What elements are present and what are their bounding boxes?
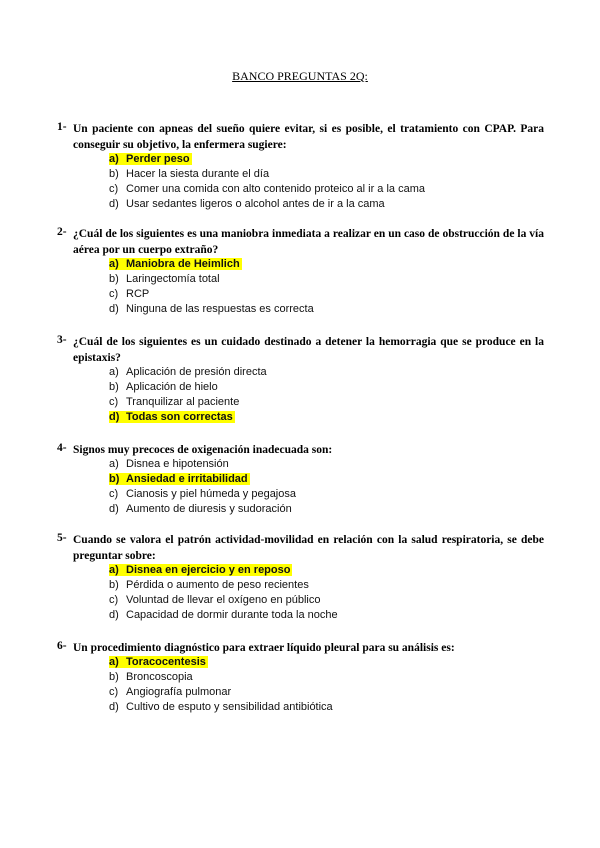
answer-option: [109, 502, 539, 517]
option-letter: c): [109, 288, 119, 300]
answer-option-correct: [109, 472, 539, 487]
option-text: Disnea en ejercicio y en reposo: [126, 564, 291, 576]
question-number: 4-: [57, 442, 67, 454]
option-letter: d): [109, 411, 120, 423]
option-letter: c): [109, 594, 119, 606]
option-body: [109, 579, 309, 591]
option-text: Pérdida o aumento de peso recientes: [126, 579, 309, 591]
answer-option: [109, 457, 539, 472]
answer-option-correct: [109, 655, 539, 670]
option-text: Maniobra de Heimlich: [126, 258, 240, 270]
answer-option: [109, 578, 539, 593]
answer-option-correct: [109, 410, 539, 425]
option-letter: d): [109, 701, 119, 713]
answer-option: [109, 380, 539, 395]
answer-option: [109, 365, 539, 380]
answer-option: [109, 608, 539, 623]
option-letter: c): [109, 686, 119, 698]
option-text: Broncoscopia: [126, 671, 193, 683]
option-body: [109, 366, 267, 378]
answer-option: [109, 670, 539, 685]
option-body: [109, 488, 296, 500]
option-body: [109, 168, 269, 180]
answer-options: [109, 257, 539, 317]
option-text: Aumento de diuresis y sudoración: [126, 503, 292, 515]
option-text: Aplicación de hielo: [126, 381, 218, 393]
option-letter: c): [109, 396, 119, 408]
option-text: Laringectomía total: [126, 273, 220, 285]
option-body: [109, 671, 193, 683]
option-body: [109, 609, 338, 621]
option-body: [109, 701, 333, 713]
highlight-mark: [109, 656, 208, 668]
answer-option: [109, 700, 539, 715]
highlight-mark: [109, 564, 292, 576]
option-letter: a): [109, 564, 119, 576]
option-letter: b): [109, 381, 119, 393]
answer-option: [109, 167, 539, 182]
option-text: Voluntad de llevar el oxígeno en público: [126, 594, 321, 606]
option-letter: b): [109, 168, 119, 180]
option-letter: c): [109, 183, 119, 195]
option-letter: d): [109, 609, 119, 621]
answer-option: [109, 287, 539, 302]
page-title: BANCO PREGUNTAS 2Q:: [232, 69, 368, 83]
option-text: Aplicación de presión directa: [126, 366, 267, 378]
question-number: 2-: [57, 226, 67, 238]
highlight-mark: [109, 258, 242, 270]
question-text: Signos muy precoces de oxigenación inadecuada son:: [73, 444, 333, 456]
question-number: 3-: [57, 334, 67, 346]
question-text: ¿Cuál de los siguientes es una maniobra inmediata a realizar en un caso de obstrucción de la vía aérea por un cuerpo extraño?: [73, 228, 544, 256]
option-body: [109, 686, 231, 698]
answer-option-correct: [109, 563, 539, 578]
option-text: Capacidad de dormir durante toda la noche: [126, 609, 338, 621]
highlight-mark: [109, 153, 192, 165]
highlight-mark: [109, 411, 235, 423]
option-text: Cultivo de esputo y sensibilidad antibiótica: [126, 701, 333, 713]
answer-option: [109, 197, 539, 212]
option-body: [109, 198, 385, 210]
answer-option-correct: [109, 152, 539, 167]
question-number: 5-: [57, 532, 67, 544]
option-text: Disnea e hipotensión: [126, 458, 229, 470]
answer-option-correct: [109, 257, 539, 272]
option-letter: a): [109, 258, 119, 270]
option-text: Comer una comida con alto contenido proteico al ir a la cama: [126, 183, 425, 195]
option-text: Hacer la siesta durante el día: [126, 168, 270, 180]
option-body: [109, 183, 425, 195]
option-body: [109, 458, 229, 470]
option-text: Cianosis y piel húmeda y pegajosa: [126, 488, 296, 500]
answer-options: [109, 655, 539, 715]
option-letter: a): [109, 366, 119, 378]
option-letter: d): [109, 503, 119, 515]
option-body: [109, 288, 149, 300]
answer-option: [109, 272, 539, 287]
option-text: RCP: [126, 288, 150, 300]
question-number: 6-: [57, 640, 67, 652]
option-letter: a): [109, 656, 119, 668]
option-letter: d): [109, 198, 119, 210]
option-letter: d): [109, 303, 119, 315]
answer-option: [109, 395, 539, 410]
option-text: Tranquilizar al paciente: [126, 396, 240, 408]
option-text: Usar sedantes ligeros o alcohol antes de ir a la cama: [126, 198, 385, 210]
answer-options: [109, 152, 539, 212]
option-body: [109, 381, 218, 393]
option-letter: b): [109, 273, 119, 285]
option-letter: c): [109, 488, 119, 500]
question-text: Un paciente con apneas del sueño quiere evitar, si es posible, el tratamiento con CPAP. Para conseguir su objetivo, la enfermera sugiere:: [73, 123, 544, 151]
option-text: Perder peso: [126, 153, 190, 165]
option-letter: b): [109, 473, 120, 485]
question-number: 1-: [57, 121, 67, 133]
option-text: Toracocentesis: [126, 656, 206, 668]
answer-option: [109, 302, 539, 317]
question-text: Un procedimiento diagnóstico para extraer líquido pleural para su análisis es:: [73, 642, 455, 654]
option-letter: a): [109, 153, 119, 165]
option-text: Todas son correctas: [126, 411, 233, 423]
option-body: [109, 273, 220, 285]
answer-option: [109, 593, 539, 608]
highlight-mark: [109, 473, 250, 485]
answer-option: [109, 487, 539, 502]
option-body: [109, 503, 292, 515]
option-letter: b): [109, 671, 119, 683]
answer-option: [109, 685, 539, 700]
option-text: Angiografía pulmonar: [126, 686, 232, 698]
option-letter: b): [109, 579, 119, 591]
answer-options: [109, 457, 539, 517]
option-text: Ansiedad e irritabilidad: [126, 473, 248, 485]
answer-option: [109, 182, 539, 197]
question-text: ¿Cuál de los siguientes es un cuidado destinado a detener la hemorragia que se produce en la epistaxis?: [73, 336, 544, 364]
option-body: [109, 594, 320, 606]
option-text: Ninguna de las respuestas es correcta: [126, 303, 314, 315]
answer-options: [109, 365, 539, 425]
question-text: Cuando se valora el patrón actividad-movilidad en relación con la salud respiratoria, se debe preguntar sobre:: [73, 534, 544, 562]
option-body: [109, 396, 239, 408]
answer-options: [109, 563, 539, 623]
option-letter: a): [109, 458, 119, 470]
option-body: [109, 303, 314, 315]
